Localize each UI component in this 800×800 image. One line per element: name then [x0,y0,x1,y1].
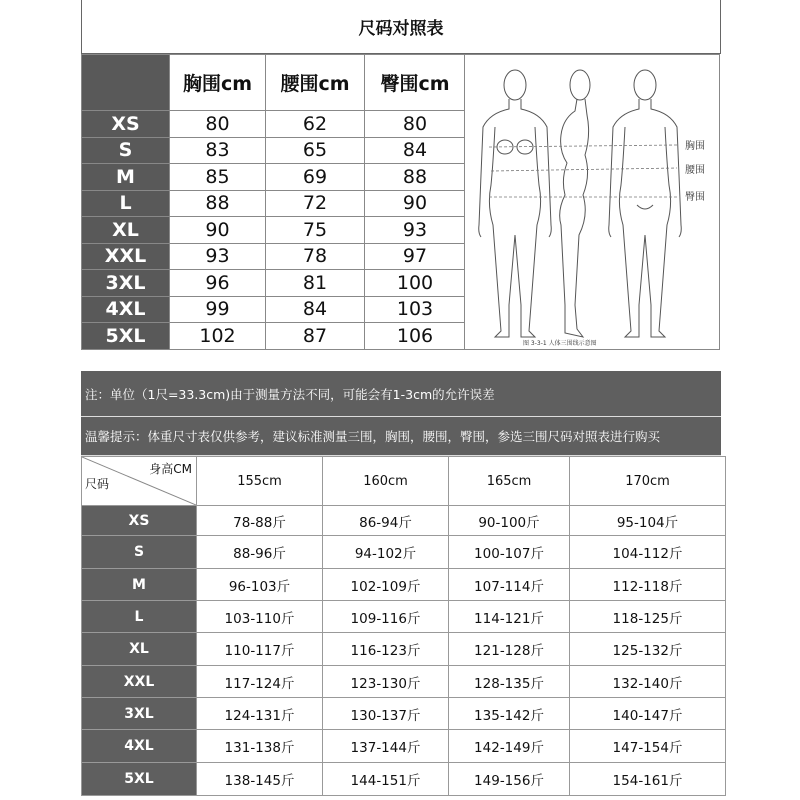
size-label: L [82,601,197,633]
weight-range-cell: 110-117斤 [197,633,323,666]
weight-row [82,601,726,633]
weight-range-cell: 135-142斤 [449,698,570,730]
waist-value: 84 [266,296,365,323]
size-label: 5XL [82,763,197,796]
weight-range-cell: 88-96斤 [197,536,323,569]
waist-value: 81 [266,270,365,297]
measurement-row [82,190,466,217]
size-chart-section [81,0,721,350]
size-label: M [82,569,197,601]
size-label: M [82,164,170,191]
chart-title: 尺码对照表 [81,0,721,54]
hip-value: 90 [365,190,466,217]
hip-value: 100 [365,270,466,297]
height-header-160: 160cm [323,457,449,506]
hip-value: 103 [365,296,466,323]
weight-row [82,506,726,536]
hip-value: 84 [365,137,466,164]
weight-range-cell: 142-149斤 [449,730,570,763]
weight-range-cell: 86-94斤 [323,506,449,536]
measurement-row [82,137,466,164]
bust-value: 83 [170,137,266,164]
bust-value: 99 [170,296,266,323]
weight-range-cell: 95-104斤 [570,506,726,536]
weight-range-cell: 94-102斤 [323,536,449,569]
weight-row [82,666,726,698]
weight-row [82,633,726,666]
height-header-165: 165cm [449,457,570,506]
weight-header-row [82,457,726,506]
figure-label-bust: 胸围 [685,141,705,152]
weight-range-cell: 154-161斤 [570,763,726,796]
figure-caption: 图 3-3-1 人体三围线示意图 [523,340,597,347]
weight-range-cell: 123-130斤 [323,666,449,698]
weight-range-cell: 130-137斤 [323,698,449,730]
size-label: 4XL [82,730,197,763]
measurement-header-row [82,55,466,111]
size-label: S [82,536,197,569]
bust-value: 80 [170,111,266,138]
size-label: XL [82,633,197,666]
weight-range-cell: 118-125斤 [570,601,726,633]
weight-range-cell: 116-123斤 [323,633,449,666]
waist-value: 65 [266,137,365,164]
header-bust: 胸围cm [170,55,266,111]
header-hip: 臀围cm [365,55,466,111]
hip-value: 80 [365,111,466,138]
weight-range-cell: 138-145斤 [197,763,323,796]
measurement-row [82,217,466,244]
body-outline-illustration [465,55,719,349]
waist-value: 72 [266,190,365,217]
weight-range-cell: 109-116斤 [323,601,449,633]
weight-range-cell: 112-118斤 [570,569,726,601]
measurement-row [82,111,466,138]
weight-range-cell: 100-107斤 [449,536,570,569]
waist-value: 69 [266,164,365,191]
weight-range-cell: 140-147斤 [570,698,726,730]
weight-range-cell: 132-140斤 [570,666,726,698]
weight-range-cell: 117-124斤 [197,666,323,698]
waist-value: 75 [266,217,365,244]
weight-range-cell: 102-109斤 [323,569,449,601]
weight-range-cell: 114-121斤 [449,601,570,633]
weight-row [82,763,726,796]
weight-range-cell: 149-156斤 [449,763,570,796]
measurement-row [82,296,466,323]
size-label: XS [82,111,170,138]
corner-size-label: 尺码 [85,477,110,491]
size-label: 3XL [82,270,170,297]
weight-row [82,569,726,601]
corner-height-label: 身高CM [149,462,192,476]
weight-row [82,536,726,569]
weight-range-cell: 144-151斤 [323,763,449,796]
size-label: XXL [82,243,170,270]
weight-range-cell: 121-128斤 [449,633,570,666]
measurement-row [82,243,466,270]
waist-value: 62 [266,111,365,138]
size-label: S [82,137,170,164]
bust-value: 102 [170,323,266,350]
weight-range-cell: 124-131斤 [197,698,323,730]
bust-value: 85 [170,164,266,191]
hip-value: 97 [365,243,466,270]
diagonal-corner-cell [82,457,197,506]
weight-range-cell: 96-103斤 [197,569,323,601]
unit-note: 注：单位（1尺=33.3cm)由于测量方法不同，可能会有1-3cm的允许误差 [81,371,721,417]
size-label: XXL [82,666,197,698]
weight-range-cell: 131-138斤 [197,730,323,763]
waist-value: 78 [266,243,365,270]
weight-range-cell: 137-144斤 [323,730,449,763]
size-label: XS [82,506,197,536]
size-label: L [82,190,170,217]
hip-value: 106 [365,323,466,350]
size-label: 5XL [82,323,170,350]
hip-value: 93 [365,217,466,244]
corner-cell [82,55,170,111]
weight-range-cell: 104-112斤 [570,536,726,569]
bust-value: 90 [170,217,266,244]
size-label: XL [82,217,170,244]
bust-value: 96 [170,270,266,297]
figure-label-hip: 臀围 [685,192,705,203]
hip-value: 88 [365,164,466,191]
header-waist: 腰围cm [266,55,365,111]
weight-range-cell: 125-132斤 [570,633,726,666]
body-measurement-figure [464,54,720,350]
bust-value: 88 [170,190,266,217]
measurement-row [82,164,466,191]
weight-row [82,730,726,763]
height-header-170: 170cm [570,457,726,506]
weight-height-table [81,456,726,796]
weight-range-cell: 78-88斤 [197,506,323,536]
tip-note: 温馨提示：体重尺寸表仅供参考，建议标准测量三围，胸围，腰围，臀围，参选三围尺码对照表进行购买 [81,417,721,456]
weight-row [82,698,726,730]
weight-range-cell: 128-135斤 [449,666,570,698]
figure-label-waist: 腰围 [685,165,705,176]
height-header-155: 155cm [197,457,323,506]
measurement-row [82,323,466,350]
weight-range-cell: 107-114斤 [449,569,570,601]
weight-range-cell: 147-154斤 [570,730,726,763]
measurement-table [81,54,466,350]
size-label: 4XL [82,296,170,323]
waist-value: 87 [266,323,365,350]
size-label: 3XL [82,698,197,730]
weight-range-cell: 90-100斤 [449,506,570,536]
measurement-row [82,270,466,297]
bust-value: 93 [170,243,266,270]
weight-range-cell: 103-110斤 [197,601,323,633]
